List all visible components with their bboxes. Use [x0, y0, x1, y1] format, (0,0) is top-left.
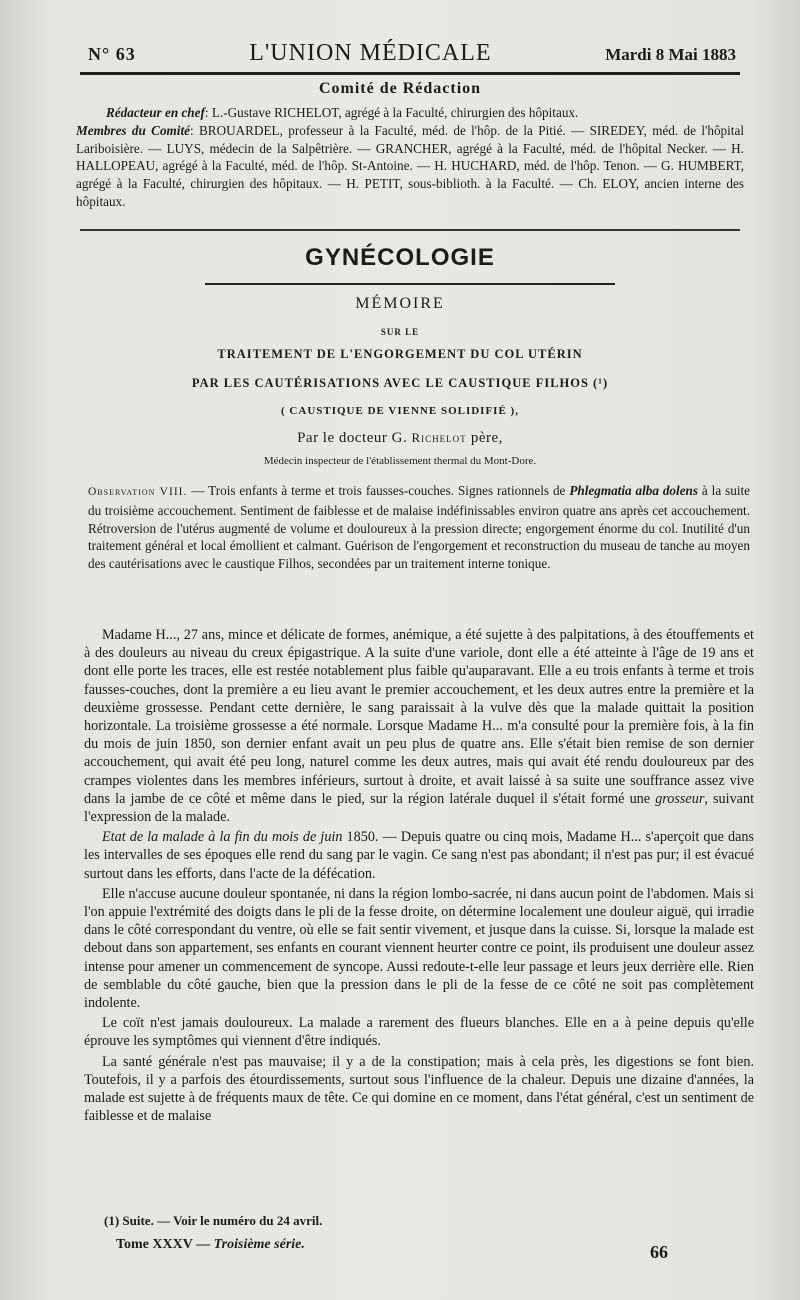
article-title-line1: TRAITEMENT DE L'ENGORGEMENT DU COL UTÉRIN [217, 347, 583, 361]
body-paragraph-2 [84, 828, 754, 883]
body-p2-text: 1850. — Depuis quatre ou cinq mois, Madame H... s'aperçoit que dans les intervalles de ses époques elle rend du sang par le vagin. Ce sang n'est pas abondant; il n'est pas pur; il est évacué surtout dans les efforts, dans l'acte de la défécation. [84, 829, 754, 882]
series-label: Troisième série. [213, 1237, 305, 1252]
members-line [76, 122, 744, 211]
author-title: Médecin inspecteur de l'établissement thermal du Mont-Dore. [263, 455, 537, 467]
page-header [88, 40, 736, 70]
author-suffix: père, [466, 430, 503, 446]
article-kicker: MÉMOIRE [355, 295, 445, 312]
observation-text-a: — Trois enfants à terme et trois fausses-couches. Signes rationnels de [187, 483, 570, 498]
footnote: (1) Suite. — Voir le numéro du 24 avril. [104, 1213, 323, 1228]
members-label: Membres du Comité [76, 122, 190, 138]
journal-title: L'UNION MÉDICALE [249, 40, 492, 66]
body-paragraph-1 [84, 626, 754, 826]
article-title-line2: PAR LES CAUTÉRISATIONS AVEC LE CAUSTIQUE FILHOS (¹) [191, 376, 609, 390]
author-prefix: Par le docteur G. [297, 430, 412, 446]
section-rule [205, 283, 615, 285]
body-p2-italic: Etat de la malade à la fin du mois de juin [102, 829, 343, 846]
body-paragraph-5: La santé générale n'est pas mauvaise; il y a de la constipation; mais à cela près, les digestions se font bien. Toutefois, il y a parfois des étourdissements, surtout sous l'influence de la chaleur. Depuis une dizaine d'années, la malade est sujette à de fréquents maux de tête. Ce qui domine en ce moment, dans l'état général, c'est un sentiment de faiblesse et de malaise [84, 1053, 754, 1125]
editor-label: Rédacteur en chef [106, 105, 205, 120]
article-author [0, 430, 800, 447]
issue-date: Mardi 8 Mai 1883 [605, 45, 736, 64]
tome-label: Tome XXXV — [116, 1237, 214, 1252]
observation-paragraph [88, 482, 750, 573]
article-body [84, 626, 754, 1127]
observation-text-b: à la suite du troisième accouchement. Sentiment de faiblesse et de malaise indéfinissables environ quatre ans après cet accouchement. Rétroversion de l'utérus augmenté de volume et douloureux à la pression directe; engorgement énorme du col. Inutilité d'un traitement général et local émollient et calmant. Guérison de l'engorgement et reconstruction du museau de tanche au moyen des cautérisations avec le caustique Filhos, secondées par un traitement interne tonique. [88, 483, 751, 572]
observation-lead: Observation VIII. [88, 486, 188, 498]
author-name: Richelot [411, 430, 467, 445]
editor-text: : L.-Gustave RICHELOT, agrégé à la Faculté, chirurgien des hôpitaux. [204, 105, 579, 120]
body-paragraph-4: Le coït n'est jamais douloureux. La malade a rarement des flueurs blanches. Elle en a à peine depuis qu'elle éprouve les symptômes qui viennent d'être indiqués. [84, 1015, 754, 1050]
observation-italic: Phlegmatia alba dolens [569, 483, 699, 498]
editor-line [76, 104, 744, 122]
observation-summary [88, 482, 750, 573]
section-heading: GYNÉCOLOGIE [305, 244, 495, 271]
article-title-line3: ( CAUSTIQUE DE VIENNE SOLIDIFIÉ ), [281, 405, 519, 417]
page-number: 66 [650, 1242, 668, 1262]
body-paragraph-3: Elle n'accuse aucune douleur spontanée, ni dans la région lombo-sacrée, ni dans aucun point de l'abdomen. Mais si l'on appuie l'extrémité des doigts dans le pli de la fesse droite, on détermine localement une douleur aiguë, qui irradie dans le côté correspondant du ventre, où elle se fait sentir vivement, et jusque dans la cuisse. Si, lorsque la malade est debout dans son appartement, ses enfants en courant viennent heurter contre ce point, ils produisent une douleur assez intense pour amener un commencement de syncope. Aussi redoute-t-elle leur passage et leurs jeux derrière elle. Rien de semblable du côté gauche, bien que la pression dans le pli de la fesse de ce côté ne soit pas complètement indolente. [84, 885, 754, 1012]
header-rule [80, 72, 740, 75]
body-p1-text: Madame H..., 27 ans, mince et délicate de formes, anémique, a été sujette à des palpitations, à des étouffements et à des douleurs au niveau du creux épigastrique. A la suite d'une variole, dont elle a été atteinte à l'âge de 19 ans et dont elle porte les traces, elle est restée notablement plus faible qu'auparavant. Elle a eu trois enfants à terme et trois fausses-couches, dont la première a eu lieu avant le premier accouchement, et les deux autres entre la première et la deuxième grossesse. Pendant cette dernière, le sang paraissait à la vulve dès que la malade quittait la position horizontale. La troisième grossesse a été normale. Lorsque Madame H... m'a consulté pour la première fois, à la fin du mois de juin 1850, son dernier enfant avait un peu plus de quatre ans. Elle s'était bien remise de son dernier accouchement, qui avait été peu long, naturel comme les deux autres, mais qui avait été rendu douloureux par des crampes violentes dans les membres inférieurs, surtout à droite, et avait laissé à sa suite une souffrance assez vive dans la jambe de ce côté et même dans le pied, sur la région latérale duquel il s'était formé une [84, 627, 754, 807]
committee-title: Comité de Rédaction [318, 80, 482, 97]
body-p1-italic: grosseur [655, 790, 705, 807]
members-text: : BROUARDEL, professeur à la Faculté, méd. de l'hôp. de la Pitié. — SIREDEY, méd. de l'hôpital Lariboisière. — LUYS, médecin de la Salpêtrière. — GRANCHER, agrégé à la Faculté, méd. de l'hôpital Necker. — H. HALLOPEAU, agrégé à la Faculté, méd. de l'hôp. St-Antoine. — H. HUCHARD, méd. de l'hôp. Tenon. — G. HUMBERT, agrégé à la Faculté, chirurgien des hôpitaux. — H. PETIT, sous-biblioth. à la Faculté. — Ch. ELOY, ancien interne des hôpitaux. [76, 122, 744, 209]
committee-block [76, 104, 744, 211]
body-p1-end: , suivant l'expression de la malade. [84, 790, 755, 826]
volume-line [116, 1237, 305, 1253]
article-sur-le: SUR LE [380, 327, 420, 337]
committee-rule [80, 229, 740, 231]
issue-number: N° 63 [88, 44, 136, 64]
